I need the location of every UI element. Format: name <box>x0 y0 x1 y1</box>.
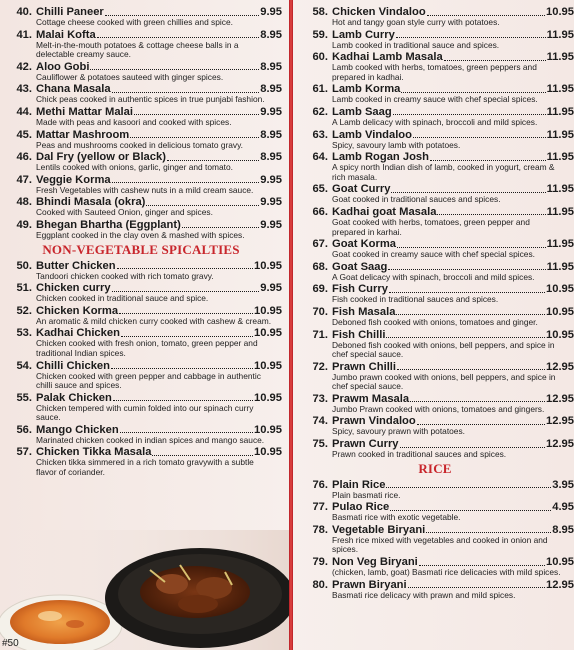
menu-item-name: Veggie Korma <box>36 173 111 186</box>
leader-dots <box>426 524 551 533</box>
menu-item-header <box>296 261 574 273</box>
menu-item-header <box>296 579 574 591</box>
menu-item <box>296 415 574 437</box>
menu-item-description: Fish cooked in traditional sauces and spices. <box>332 294 499 305</box>
leader-dots <box>400 439 545 448</box>
menu-item-number: 49. <box>16 218 32 231</box>
menu-item-name: Prawn Biryani <box>332 578 407 591</box>
menu-item-price: 3.95 <box>552 478 574 491</box>
leader-dots <box>121 328 253 337</box>
leader-dots <box>113 392 253 401</box>
menu-item-header <box>0 305 282 317</box>
menu-item-number: 48. <box>16 196 32 209</box>
menu-item-number: 65. <box>312 183 328 196</box>
menu-column-right <box>296 6 574 601</box>
menu-item-description: Lamb cooked in traditional sauce and spices. <box>332 39 500 50</box>
menu-item-name: Goat Saag <box>332 260 388 273</box>
menu-item-header <box>0 61 282 73</box>
leader-dots <box>401 84 545 93</box>
menu-item-description: Cauliflower & potatoes sauteed with ginger spices. <box>36 71 224 82</box>
menu-item-header <box>0 260 282 272</box>
menu-item-header <box>0 174 282 186</box>
menu-item-description: Goat cooked with herbs, tomatoes, green pepper and prepared in karhai. <box>332 216 530 237</box>
menu-item <box>0 151 282 173</box>
menu-item-price: 12.95 <box>546 392 574 405</box>
leader-dots <box>112 283 260 292</box>
menu-item-name: Lamb Vindaloo <box>332 128 412 141</box>
menu-item <box>0 260 282 282</box>
menu-item-price: 12.95 <box>546 438 574 451</box>
menu-item-description: (chicken, lamb, goat) Basmati rice delicacies with mild spices. <box>332 567 561 578</box>
menu-item-name: Kadhai Chicken <box>36 327 120 340</box>
leader-dots <box>182 219 259 228</box>
menu-item <box>296 29 574 51</box>
column-divider <box>289 0 293 650</box>
menu-item <box>296 283 574 305</box>
leader-dots <box>90 61 259 70</box>
non-vegetable-items-list <box>0 260 282 478</box>
menu-item-name: Vegetable Biryani <box>332 523 426 536</box>
menu-item-header <box>296 329 574 341</box>
menu-item-price: 11.95 <box>546 205 574 218</box>
menu-item-description: Peas and mushrooms cooked in delicious tomato gravy. <box>36 139 243 150</box>
menu-item <box>296 151 574 182</box>
menu-item-number: 61. <box>312 83 328 96</box>
leader-dots <box>117 260 253 269</box>
leader-dots <box>105 7 259 16</box>
leader-dots <box>97 29 260 38</box>
menu-item-name: Prawm Masala <box>332 392 410 405</box>
menu-item-description: Fresh rice mixed with vegetables and cooked in onion and spices. <box>332 534 548 555</box>
menu-item-description: Spicy, savoury prawn with potatoes. <box>332 426 465 437</box>
menu-item-description: An aromatic & mild chicken curry cooked with cashew & cream. <box>36 315 272 326</box>
leader-dots <box>393 106 546 115</box>
menu-item <box>0 129 282 151</box>
menu-item-number: 51. <box>16 282 32 295</box>
menu-item-price: 8.95 <box>260 151 282 164</box>
menu-item-number: 52. <box>16 304 32 317</box>
menu-item-number: 55. <box>16 391 32 404</box>
menu-item-description: Spicy, savoury lamb with potatoes. <box>332 139 461 150</box>
menu-item-name: Aloo Gobi <box>36 60 90 73</box>
menu-item <box>296 438 574 460</box>
food-photo <box>0 530 289 650</box>
section-title-rice: RICE <box>418 460 452 476</box>
menu-item-price: 10.95 <box>546 305 574 318</box>
menu-item-description: Fresh Vegetables with cashew nuts in a mild cream sauce. <box>36 184 254 195</box>
menu-item-name: Non Veg Biryani <box>332 556 418 569</box>
menu-item-number: 76. <box>312 478 328 491</box>
menu-item <box>296 83 574 105</box>
menu-item <box>0 174 282 196</box>
leader-dots <box>397 361 545 370</box>
menu-item-price: 10.95 <box>546 556 574 569</box>
leader-dots <box>112 84 260 93</box>
menu-item <box>296 329 574 360</box>
menu-item-header <box>0 129 282 141</box>
menu-item-name: Mattar Mashroom <box>36 128 130 141</box>
menu-item-name: Bhindi Masala (okra) <box>36 196 146 209</box>
menu-item <box>0 219 282 241</box>
menu-item-price: 12.95 <box>546 360 574 373</box>
menu-item-price: 10.95 <box>546 328 574 341</box>
menu-item <box>0 29 282 60</box>
menu-item <box>296 556 574 578</box>
menu-item-price: 11.95 <box>546 183 574 196</box>
menu-item <box>0 6 282 28</box>
menu-item-number: 42. <box>16 60 32 73</box>
menu-column-left <box>0 6 282 479</box>
menu-item-number: 43. <box>16 83 32 96</box>
menu-item <box>0 305 282 327</box>
menu-item <box>296 183 574 205</box>
menu-item <box>296 524 574 555</box>
menu-item <box>296 106 574 128</box>
leader-dots <box>119 305 253 314</box>
menu-item-description: Eggplant cooked in the clay oven & mashed with spices. <box>36 229 245 240</box>
leader-dots <box>417 416 545 425</box>
menu-item-number: 72. <box>312 360 328 373</box>
menu-item-price: 10.95 <box>254 259 282 272</box>
menu-item-price: 10.95 <box>254 423 282 436</box>
leader-dots <box>419 557 545 566</box>
menu-item <box>0 392 282 423</box>
menu-item-price: 8.95 <box>260 128 282 141</box>
menu-item <box>296 51 574 82</box>
menu-item-description: Tandoori chicken cooked with rich tomato gravy. <box>36 270 214 281</box>
menu-item-price: 12.95 <box>546 415 574 428</box>
menu-item-name: Goat Curry <box>332 183 391 196</box>
menu-item <box>0 360 282 391</box>
menu-item-description: Chicken cooked with fresh onion, tomato, green pepper and traditional Indian spices. <box>36 338 258 358</box>
menu-item-description: Chicken tikka simmered in a rich tomato gravywith a subtle flavor of coriander. <box>36 457 254 478</box>
leader-dots <box>427 7 545 16</box>
menu-item-number: 60. <box>312 51 328 64</box>
menu-item <box>0 61 282 83</box>
menu-item-name: Prawn Vindaloo <box>332 415 416 428</box>
menu-item-name: Pulao Rice <box>332 501 390 514</box>
menu-item-description: Deboned fish cooked with onions, bell peppers, and spice in chef special sauce. <box>332 339 555 360</box>
menu-item-price: 11.95 <box>546 51 574 64</box>
menu-item-number: 71. <box>312 328 328 341</box>
menu-item-description: Cooked with Sauteed Onion, ginger and spices. <box>36 207 213 218</box>
menu-item-description: Melt-in-the-mouth potatoes & cottage cheese balls in a delectable creamy sauce. <box>36 39 239 60</box>
menu-item-price: 10.95 <box>254 359 282 372</box>
menu-item-number: 68. <box>312 260 328 273</box>
menu-item-description: Jumbo prawn cooked with onions, bell peppers, and spice in chef special sauce. <box>332 371 556 392</box>
food-photo-image <box>0 530 289 650</box>
menu-item-price: 11.95 <box>546 238 574 251</box>
menu-item-number: 74. <box>312 415 328 428</box>
menu-item-header <box>296 29 574 41</box>
leader-dots <box>410 393 545 402</box>
leader-dots <box>152 447 253 456</box>
menu-item-number: 44. <box>16 105 32 118</box>
menu-item-description: Lentils cooked with onions, garlic, ginger and tomato. <box>36 162 233 173</box>
leader-dots <box>390 502 551 511</box>
menu-item-number: 63. <box>312 128 328 141</box>
menu-item-description: Basmati rice with exotic vegetable. <box>332 512 461 523</box>
menu-item-price: 8.95 <box>260 28 282 41</box>
menu-item-name: Lamb Rogan Josh <box>332 151 429 164</box>
menu-item-number: 69. <box>312 283 328 296</box>
menu-item <box>296 479 574 501</box>
menu-item <box>296 361 574 392</box>
menu-item <box>0 196 282 218</box>
menu-item <box>296 6 574 28</box>
menu-item-name: Lamb Korma <box>332 83 401 96</box>
menu-item-description: A Goat delicacy with spinach, broccoli and mild spices. <box>332 271 535 282</box>
menu-item-header <box>296 129 574 141</box>
menu-item <box>296 393 574 415</box>
menu-item-number: 67. <box>312 238 328 251</box>
leader-dots <box>396 29 546 38</box>
menu-item-description: Chicken tempered with cumin folded into our spinach curry sauce. <box>36 402 254 423</box>
menu-item-price: 9.95 <box>260 105 282 118</box>
menu-item-price: 8.95 <box>552 523 574 536</box>
menu-item-price: 10.95 <box>254 391 282 404</box>
menu-item-name: Chana Masala <box>36 83 111 96</box>
menu-item-name: Chicken Korma <box>36 304 119 317</box>
menu-item <box>296 501 574 523</box>
menu-item-number: 46. <box>16 151 32 164</box>
menu-item-name: Lamb Saag <box>332 105 392 118</box>
menu-item-name: Bhegan Bhartha (Eggplant) <box>36 218 181 231</box>
menu-item-description: Made with peas and kasoori and cooked with spices. <box>36 116 232 127</box>
menu-item-price: 11.95 <box>546 128 574 141</box>
menu-item-name: Fish Curry <box>332 283 388 296</box>
menu-item-number: 73. <box>312 392 328 405</box>
menu-item-number: 47. <box>16 173 32 186</box>
menu-item-number: 40. <box>16 6 32 18</box>
menu-item-name: Mango Chicken <box>36 423 119 436</box>
menu-item-price: 10.95 <box>254 304 282 317</box>
menu-item <box>296 238 574 260</box>
menu-item-name: Palak Chicken <box>36 391 112 404</box>
menu-item-number: 77. <box>312 501 328 514</box>
menu-item-number: 58. <box>312 6 328 18</box>
leader-dots <box>386 329 545 338</box>
menu-item-description: Jumbo Prawn cooked with onions, tomatoes and gingers. <box>332 403 545 414</box>
leader-dots <box>430 152 546 161</box>
menu-item-number: 80. <box>312 578 328 591</box>
menu-item-description: A spicy north Indian dish of lamb, cooked in yogurt, cream & rich masala. <box>332 162 555 182</box>
leader-dots <box>437 206 545 215</box>
leader-dots <box>397 239 546 248</box>
menu-item-name: Chilli Chicken <box>36 359 110 372</box>
menu-item-description: Plain basmati rice. <box>332 489 401 500</box>
menu-item-name: Goat Korma <box>332 238 397 251</box>
menu-item-number: 78. <box>312 523 328 536</box>
menu-item-number: 70. <box>312 305 328 318</box>
menu-item-price: 12.95 <box>546 578 574 591</box>
menu-item-header <box>296 361 574 373</box>
menu-item-description: Deboned fish cooked with onions, tomatoes and ginger. <box>332 316 538 327</box>
menu-item-number: 79. <box>312 556 328 569</box>
vegetarian-items-list <box>0 6 282 241</box>
menu-item-name: Chilli Paneer <box>36 6 104 18</box>
leader-dots <box>134 106 259 115</box>
leader-dots <box>388 261 545 270</box>
menu-item-price: 9.95 <box>260 173 282 186</box>
leader-dots <box>413 129 546 138</box>
menu-item-price: 9.95 <box>260 282 282 295</box>
menu-item-number: 50. <box>16 259 32 272</box>
menu-item-name: Chicken Tikka Masala <box>36 446 152 459</box>
menu-item-description: Chicken cooked with green pepper and cabbage in authentic chilli sauce and spices. <box>36 370 261 391</box>
menu-item <box>296 129 574 151</box>
menu-item-number: 64. <box>312 151 328 164</box>
menu-item-name: Prawn Curry <box>332 438 399 451</box>
menu-item-name: Dal Fry (yellow or Black) <box>36 151 166 164</box>
menu-item-number: 57. <box>16 446 32 459</box>
menu-item-number: 59. <box>312 28 328 41</box>
menu-item-price: 11.95 <box>546 105 574 118</box>
photo-label-50: #50 <box>2 638 19 649</box>
menu-item-name: Chicken curry <box>36 282 111 295</box>
menu-item-name: Malai Kofta <box>36 28 96 41</box>
menu-item-number: 45. <box>16 128 32 141</box>
menu-item <box>0 446 282 477</box>
menu-item-price: 9.95 <box>260 218 282 231</box>
menu-item-name: Methi Mattar Malai <box>36 105 133 118</box>
menu-item-name: Prawn Chilli <box>332 360 397 373</box>
menu-item-number: 54. <box>16 359 32 372</box>
menu-item-price: 8.95 <box>260 83 282 96</box>
menu-item-description: Goat cooked in traditional sauces and spices. <box>332 194 501 205</box>
leader-dots <box>444 52 546 61</box>
menu-item-number: 56. <box>16 423 32 436</box>
leader-dots <box>389 284 545 293</box>
menu-item <box>296 206 574 237</box>
menu-item-name: Fish Masala <box>332 305 396 318</box>
menu-item-header <box>0 392 282 404</box>
menu-item-number: 62. <box>312 105 328 118</box>
leader-dots <box>386 479 551 488</box>
menu-item-number: 66. <box>312 205 328 218</box>
menu-item <box>0 327 282 358</box>
menu-item-description: Marinated chicken cooked in indian spices and mango sauce. <box>36 434 265 445</box>
leader-dots <box>167 152 259 161</box>
menu-item <box>296 306 574 328</box>
menu-item <box>296 261 574 283</box>
meat-fish-items-list <box>296 6 574 460</box>
menu-item-price: 10.95 <box>546 283 574 296</box>
menu-item-header <box>0 360 282 372</box>
leader-dots <box>120 424 253 433</box>
menu-item-name: Kadhai Lamb Masala <box>332 51 443 64</box>
menu-item <box>296 579 574 601</box>
menu-item-price: 11.95 <box>546 151 574 164</box>
menu-item-number: 75. <box>312 438 328 451</box>
menu-item-price: 10.95 <box>254 327 282 340</box>
menu-item-price: 9.95 <box>260 196 282 209</box>
menu-item-header <box>296 479 574 491</box>
section-title-non-vegetable: NON-VEGETABLE SPICALTIES <box>42 241 240 257</box>
leader-dots <box>408 579 545 588</box>
menu-item-price: 10.95 <box>254 446 282 459</box>
menu-item-price: 11.95 <box>546 83 574 96</box>
menu-item <box>0 424 282 446</box>
menu-item <box>0 83 282 105</box>
menu-item-number: 53. <box>16 327 32 340</box>
menu-item-name: Fish Chilli <box>332 328 386 341</box>
menu-item-description: Lamb cooked in creamy sauce with chef special spices. <box>332 94 538 105</box>
menu-item-description: Cottage cheese cooked with green chillies and spice. <box>36 17 233 27</box>
menu-item-description: Hot and tangy goan style curry with potatoes. <box>332 17 500 27</box>
leader-dots <box>396 306 545 315</box>
menu-item-description: Chicken cooked in traditional sauce and spice. <box>36 293 209 304</box>
menu-item-description: Lamb cooked with herbs, tomatoes, green peppers and prepared in kadhai. <box>332 62 537 82</box>
menu-item-price: 4.95 <box>552 501 574 514</box>
menu-item-name: Plain Rice <box>332 478 386 491</box>
leader-dots <box>391 184 545 193</box>
menu-item-name: Kadhai goat Masala <box>332 205 437 218</box>
menu-item-name: Butter Chicken <box>36 259 116 272</box>
menu-item-price: 11.95 <box>546 28 574 41</box>
menu-item-description: Basmati rice delicacy with prawn and mild spices. <box>332 589 516 600</box>
leader-dots <box>112 174 260 183</box>
leader-dots <box>146 197 259 206</box>
menu-item-description: Prawn cooked in traditional sauces and spices. <box>332 449 507 460</box>
menu-item-description: Goat cooked in creamy sauce with chef special spices. <box>332 249 535 260</box>
menu-item-name: Lamb Curry <box>332 28 395 41</box>
menu-item-price: 9.95 <box>260 6 282 18</box>
menu-item-price: 11.95 <box>546 260 574 273</box>
rice-items-list <box>296 479 574 601</box>
menu-item <box>0 106 282 128</box>
menu-item-description: A Lamb delicacy with spinach, broccoli and mild spices. <box>332 116 538 127</box>
menu-item-price: 10.95 <box>546 6 574 18</box>
menu-item-number: 41. <box>16 28 32 41</box>
menu-item-description: Chick peas cooked in authentic spices in true punjabi fashion. <box>36 94 265 105</box>
menu-item-price: 8.95 <box>260 60 282 73</box>
menu-item-name: Chicken Vindaloo <box>332 6 426 18</box>
leader-dots <box>130 129 259 138</box>
menu-item-header <box>0 29 282 41</box>
leader-dots <box>111 360 253 369</box>
menu-item <box>0 282 282 304</box>
